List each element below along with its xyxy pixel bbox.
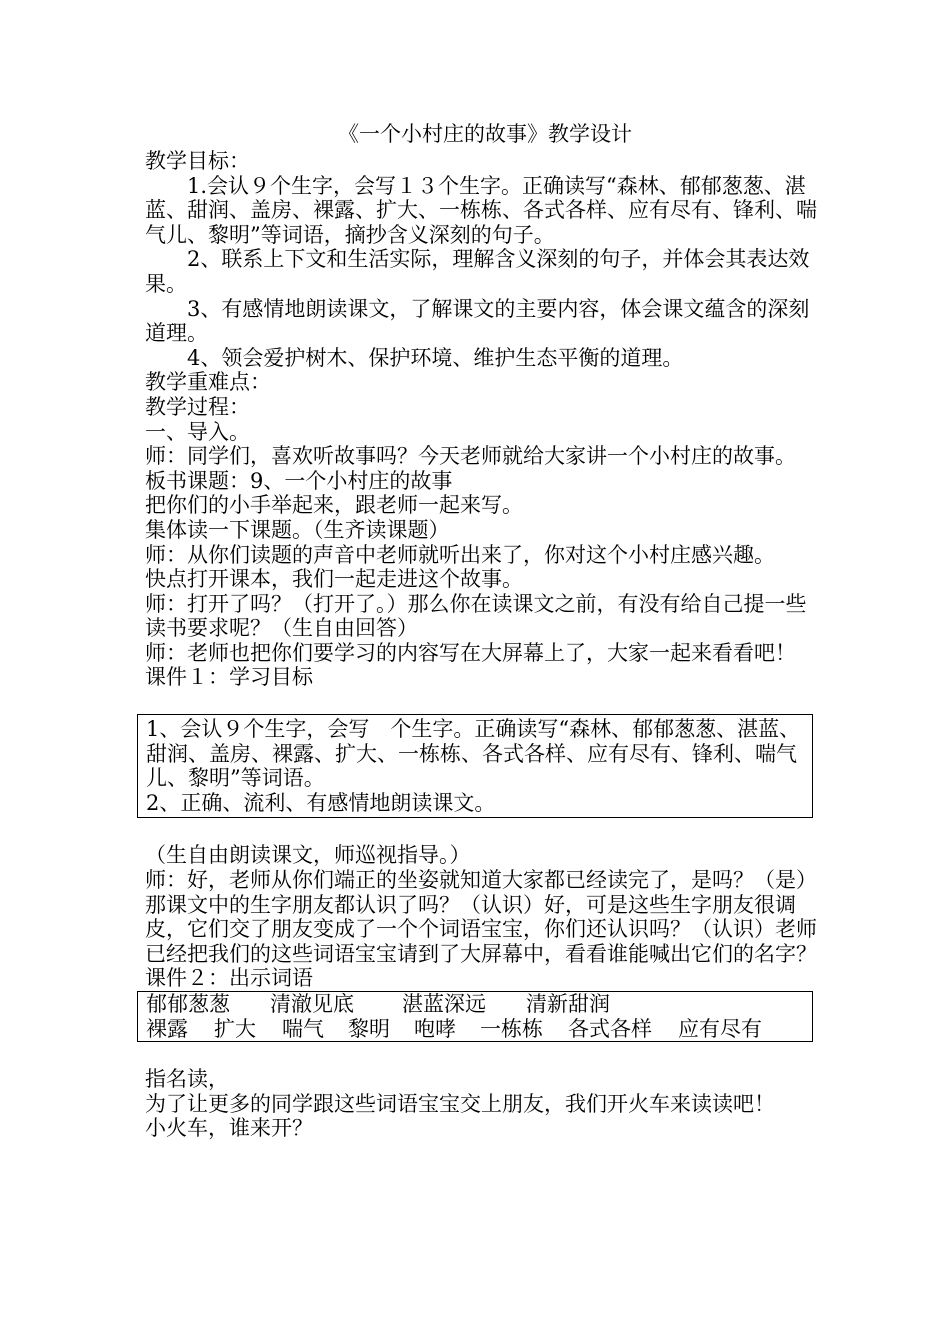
text-line: 师：同学们，喜欢听故事吗？今天老师就给大家讲一个小村庄的故事。 bbox=[145, 444, 796, 469]
box-line: 2、正确、流利、有感情地朗读课文。 bbox=[146, 790, 496, 815]
text-line: 集体读一下课题。（生齐读课题） bbox=[145, 517, 450, 542]
text-line: 师：老师也把你们要学习的内容写在大屏幕上了，大家一起来看看吧！ bbox=[145, 640, 796, 665]
goal-item: 3、有感情地朗读课文，了解课文的主要内容，体会课文蕴含的深刻道理。 bbox=[145, 296, 810, 346]
goals-heading: 教学目标： bbox=[145, 149, 250, 173]
vocabulary-row bbox=[146, 992, 812, 1017]
text-line: 师：好，老师从你们端正的坐姿就知道大家都已经读完了，是吗？（是） bbox=[145, 868, 817, 893]
section-heading: 一、导入。 bbox=[145, 419, 250, 444]
key-points-heading: 教学重难点： bbox=[145, 370, 271, 395]
goal-item: 4、领会爱护树木、保护环境、维护生态平衡的道理。 bbox=[187, 345, 684, 370]
text-line: 板书课题：9、一个小村庄的故事 bbox=[145, 468, 453, 493]
text-line: 师：从你们读题的声音中老师就听出来了，你对这个小村庄感兴趣。 bbox=[145, 542, 775, 567]
text-line: 把你们的小手举起来，跟老师一起来写。 bbox=[145, 493, 523, 518]
vocabulary-word: 清澈见底 bbox=[270, 992, 354, 1016]
vocabulary-word: 清新甜润 bbox=[526, 992, 610, 1016]
text-line: 那课文中的生字朋友都认识了吗？（认识）好，可是这些生字朋友很调皮，它们交了朋友变成了一个个词语宝宝，你们还认识吗？（认识）老师已经把我们的这些词语宝宝请到了大屏幕中，看看谁能喊出它们的名字？ bbox=[145, 892, 817, 966]
vocabulary-box bbox=[137, 991, 813, 1042]
vocabulary-word: 郁郁葱葱 bbox=[146, 992, 230, 1016]
vocabulary-word: 裸露 bbox=[146, 1016, 188, 1041]
vocabulary-word: 湛蓝深远 bbox=[402, 992, 486, 1016]
text-line: 快点打开课本，我们一起走进这个故事。 bbox=[145, 567, 523, 592]
text-line: 为了让更多的同学跟这些词语宝宝交上朋友，我们开火车来读读吧！ bbox=[145, 1091, 775, 1116]
text-line: 小火车，谁来开？ bbox=[145, 1116, 313, 1141]
document-title: 《一个小村庄的故事》教学设计 bbox=[338, 122, 632, 146]
document-page bbox=[145, 121, 825, 1141]
text-line: 指名读， bbox=[145, 1067, 229, 1092]
vocabulary-word: 应有尽有 bbox=[678, 1016, 762, 1041]
vocabulary-word: 喘气 bbox=[282, 1016, 324, 1041]
text-line: 师：打开了吗？（打开了。）那么你在读课文之前，有没有给自己提一些读书要求呢？（生自由回答） bbox=[145, 591, 807, 641]
text-line: 课件１：学习目标 bbox=[145, 665, 313, 690]
box-line: 1、会认９个生字，会写 个生字。正确读写“森林、郁郁葱葱、湛蓝、甜润、盖房、裸露、扩大、一栋栋、各式各样、应有尽有、锋利、喘气儿、黎明”等词语。 bbox=[146, 717, 801, 791]
vocabulary-word: 扩大 bbox=[214, 1016, 256, 1041]
text-line: 课件２：出示词语 bbox=[145, 966, 313, 991]
vocabulary-row bbox=[146, 1017, 812, 1042]
vocabulary-word: 咆哮 bbox=[414, 1016, 456, 1041]
goal-item: 1.会认９个生字，会写１３个生字。正确读写“森林、郁郁葱葱、湛蓝、甜润、盖房、裸露、扩大、一栋栋、各式各样、应有尽有、锋利、喘气儿、黎明”等词语，摘抄含义深刻的句子。 bbox=[145, 173, 817, 247]
goal-item: 2、联系上下文和生活实际，理解含义深刻的句子，并体会其表达效果。 bbox=[145, 247, 810, 296]
text-line: （生自由朗读课文，师巡视指导。） bbox=[145, 843, 471, 868]
vocabulary-word: 黎明 bbox=[348, 1016, 390, 1041]
learning-goals-box bbox=[137, 714, 813, 818]
vocabulary-word: 一栋栋 bbox=[480, 1016, 543, 1041]
process-heading: 教学过程： bbox=[145, 394, 250, 419]
vocabulary-word: 各式各样 bbox=[568, 1016, 652, 1041]
